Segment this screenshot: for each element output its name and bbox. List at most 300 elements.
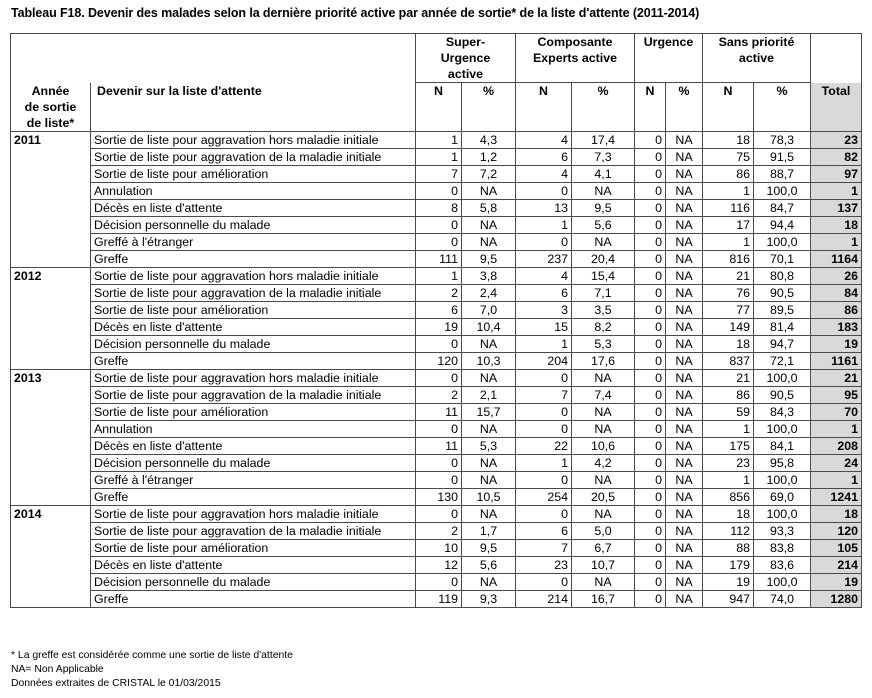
header-blank [11, 34, 416, 83]
percent-cell: NA [666, 590, 703, 607]
table-row [11, 335, 862, 352]
percent-cell: 15,4 [572, 267, 635, 284]
year-cell-empty [11, 590, 91, 607]
percent-cell: NA [666, 199, 703, 216]
count-cell: 0 [635, 182, 666, 199]
total-cell: 18 [811, 216, 862, 233]
percent-cell: 80,8 [754, 267, 811, 284]
year-cell-empty [11, 556, 91, 573]
total-cell: 84 [811, 284, 862, 301]
count-cell: 254 [516, 488, 572, 505]
percent-cell: NA [666, 352, 703, 369]
percent-cell: NA [462, 471, 516, 488]
percent-cell: NA [666, 250, 703, 267]
count-cell: 8 [416, 199, 462, 216]
outcome-label: Greffe [91, 352, 416, 369]
outcome-label: Sortie de liste pour aggravation de la maladie initiale [91, 284, 416, 301]
count-cell: 0 [635, 369, 666, 386]
total-cell: 18 [811, 505, 862, 522]
percent-cell: NA [666, 454, 703, 471]
count-cell: 88 [703, 539, 754, 556]
count-cell: 0 [635, 335, 666, 352]
percent-cell: 10,7 [572, 556, 635, 573]
percent-cell: 90,5 [754, 284, 811, 301]
count-cell: 0 [635, 148, 666, 165]
year-cell-empty [11, 216, 91, 233]
count-cell: 2 [416, 522, 462, 539]
percent-cell: 93,3 [754, 522, 811, 539]
total-cell: 208 [811, 437, 862, 454]
year-cell: 2011 [11, 131, 91, 148]
count-cell: 1 [516, 216, 572, 233]
count-cell: 0 [635, 301, 666, 318]
table-row [11, 556, 862, 573]
count-cell: 1 [703, 420, 754, 437]
percent-cell: 70,1 [754, 250, 811, 267]
count-cell: 0 [635, 573, 666, 590]
count-cell: 13 [516, 199, 572, 216]
count-cell: 0 [635, 488, 666, 505]
table-row [11, 148, 862, 165]
percent-cell: 100,0 [754, 505, 811, 522]
table-row [11, 437, 862, 454]
group-label: Super- Urgence active [440, 35, 491, 81]
count-cell: 11 [416, 437, 462, 454]
count-cell: 0 [516, 369, 572, 386]
table-row [11, 318, 862, 335]
percent-cell: 15,7 [462, 403, 516, 420]
percent-cell: 17,6 [572, 352, 635, 369]
outcome-label: Sortie de liste pour aggravation de la maladie initiale [91, 522, 416, 539]
percent-cell: 89,5 [754, 301, 811, 318]
group-sans-priorite [703, 34, 811, 83]
percent-cell: 84,3 [754, 403, 811, 420]
year-cell-empty [11, 148, 91, 165]
header-blank-total [811, 34, 862, 83]
count-cell: 10 [416, 539, 462, 556]
count-cell: 4 [516, 165, 572, 182]
year-column-header: Année de sortie de liste* [11, 83, 91, 132]
percent-cell: NA [572, 420, 635, 437]
percent-cell: 2,4 [462, 284, 516, 301]
count-cell: 0 [635, 403, 666, 420]
percent-cell: NA [572, 573, 635, 590]
total-cell: 1 [811, 233, 862, 250]
percent-cell: 7,3 [572, 148, 635, 165]
percent-cell: NA [666, 233, 703, 250]
total-cell: 86 [811, 301, 862, 318]
percent-cell: 20,4 [572, 250, 635, 267]
outcome-label: Décision personnelle du malade [91, 216, 416, 233]
table-row [11, 182, 862, 199]
percent-cell: NA [572, 369, 635, 386]
outcome-label: Greffé à l'étranger [91, 233, 416, 250]
percent-cell: 94,7 [754, 335, 811, 352]
outcome-label: Sortie de liste pour aggravation hors maladie initiale [91, 505, 416, 522]
percent-cell: 4,3 [462, 131, 516, 148]
percent-cell: 3,8 [462, 267, 516, 284]
count-cell: 1 [516, 454, 572, 471]
total-cell: 21 [811, 369, 862, 386]
outcome-label: Décision personnelle du malade [91, 335, 416, 352]
table-row [11, 267, 862, 284]
header-group-row [11, 34, 862, 83]
count-cell: 22 [516, 437, 572, 454]
count-cell: 0 [416, 454, 462, 471]
group-experts [516, 34, 635, 83]
count-cell: 0 [516, 182, 572, 199]
table-row [11, 590, 862, 607]
count-cell: 11 [416, 403, 462, 420]
n-header: N [703, 83, 754, 132]
percent-cell: NA [666, 267, 703, 284]
percent-cell: 10,5 [462, 488, 516, 505]
n-header: N [516, 83, 572, 132]
percent-cell: NA [462, 233, 516, 250]
total-cell: 1 [811, 420, 862, 437]
year-cell: 2012 [11, 267, 91, 284]
count-cell: 0 [635, 471, 666, 488]
percent-cell: NA [666, 369, 703, 386]
percent-cell: 100,0 [754, 182, 811, 199]
table-row [11, 250, 862, 267]
count-cell: 6 [516, 284, 572, 301]
count-cell: 0 [416, 505, 462, 522]
percent-cell: 4,2 [572, 454, 635, 471]
percent-cell: 1,2 [462, 148, 516, 165]
total-cell: 24 [811, 454, 862, 471]
group-label: Sans priorité active [718, 35, 795, 65]
total-cell: 23 [811, 131, 862, 148]
count-cell: 0 [635, 284, 666, 301]
count-cell: 18 [703, 131, 754, 148]
outcome-label: Greffé à l'étranger [91, 471, 416, 488]
table-row [11, 386, 862, 403]
n-header: N [635, 83, 666, 132]
n-header: N [416, 83, 462, 132]
count-cell: 0 [635, 454, 666, 471]
percent-cell: 5,3 [572, 335, 635, 352]
count-cell: 0 [635, 267, 666, 284]
percent-cell: 100,0 [754, 369, 811, 386]
outcome-label: Décision personnelle du malade [91, 573, 416, 590]
table-row [11, 131, 862, 148]
count-cell: 7 [516, 386, 572, 403]
count-cell: 7 [416, 165, 462, 182]
percent-cell: 84,7 [754, 199, 811, 216]
outcome-label: Décès en liste d'attente [91, 556, 416, 573]
outcome-label: Greffe [91, 590, 416, 607]
percent-cell: 91,5 [754, 148, 811, 165]
percent-cell: 69,0 [754, 488, 811, 505]
count-cell: 23 [703, 454, 754, 471]
count-cell: 112 [703, 522, 754, 539]
count-cell: 7 [516, 539, 572, 556]
count-cell: 1 [703, 233, 754, 250]
percent-cell: 74,0 [754, 590, 811, 607]
total-cell: 1164 [811, 250, 862, 267]
count-cell: 837 [703, 352, 754, 369]
count-cell: 1 [416, 148, 462, 165]
count-cell: 21 [703, 267, 754, 284]
table-row [11, 522, 862, 539]
percent-cell: NA [462, 335, 516, 352]
count-cell: 0 [635, 522, 666, 539]
total-cell: 214 [811, 556, 862, 573]
footnote: Données extraites de CRISTAL le 01/03/2015 [11, 678, 221, 689]
outcome-label: Sortie de liste pour amélioration [91, 301, 416, 318]
count-cell: 130 [416, 488, 462, 505]
percent-cell: 5,3 [462, 437, 516, 454]
count-cell: 18 [703, 505, 754, 522]
total-cell: 97 [811, 165, 862, 182]
count-cell: 237 [516, 250, 572, 267]
count-cell: 0 [635, 556, 666, 573]
percent-cell: 84,1 [754, 437, 811, 454]
percent-cell: 95,8 [754, 454, 811, 471]
count-cell: 76 [703, 284, 754, 301]
year-cell-empty [11, 199, 91, 216]
count-cell: 947 [703, 590, 754, 607]
count-cell: 2 [416, 284, 462, 301]
percent-cell: 7,2 [462, 165, 516, 182]
footnotes [11, 649, 293, 691]
percent-cell: NA [666, 148, 703, 165]
table-row [11, 369, 862, 386]
percent-cell: 9,5 [462, 539, 516, 556]
count-cell: 1 [416, 131, 462, 148]
percent-cell: NA [572, 471, 635, 488]
count-cell: 0 [635, 437, 666, 454]
count-cell: 21 [703, 369, 754, 386]
count-cell: 214 [516, 590, 572, 607]
year-cell-empty [11, 437, 91, 454]
outcome-label: Sortie de liste pour amélioration [91, 539, 416, 556]
count-cell: 0 [635, 250, 666, 267]
percent-cell: NA [666, 539, 703, 556]
year-cell: 2014 [11, 505, 91, 522]
year-cell-empty [11, 182, 91, 199]
year-cell-empty [11, 165, 91, 182]
total-cell: 120 [811, 522, 862, 539]
percent-cell: 83,8 [754, 539, 811, 556]
percent-cell: 9,5 [462, 250, 516, 267]
count-cell: 111 [416, 250, 462, 267]
percent-cell: 17,4 [572, 131, 635, 148]
outcome-label: Greffe [91, 488, 416, 505]
percent-cell: NA [666, 131, 703, 148]
count-cell: 0 [635, 352, 666, 369]
percent-cell: 10,6 [572, 437, 635, 454]
percent-cell: NA [666, 403, 703, 420]
count-cell: 0 [516, 420, 572, 437]
table-row [11, 505, 862, 522]
total-cell: 1161 [811, 352, 862, 369]
group-label: Urgence [643, 35, 694, 49]
year-cell-empty [11, 318, 91, 335]
table-row [11, 471, 862, 488]
total-cell: 95 [811, 386, 862, 403]
count-cell: 12 [416, 556, 462, 573]
percent-cell: 5,0 [572, 522, 635, 539]
table-row [11, 216, 862, 233]
year-cell-empty [11, 250, 91, 267]
percent-cell: NA [666, 182, 703, 199]
count-cell: 179 [703, 556, 754, 573]
count-cell: 0 [516, 233, 572, 250]
count-cell: 0 [635, 199, 666, 216]
outcome-label: Décès en liste d'attente [91, 199, 416, 216]
percent-cell: 9,5 [572, 199, 635, 216]
count-cell: 3 [516, 301, 572, 318]
count-cell: 856 [703, 488, 754, 505]
count-cell: 0 [635, 216, 666, 233]
count-cell: 116 [703, 199, 754, 216]
year-cell-empty [11, 471, 91, 488]
count-cell: 0 [416, 471, 462, 488]
outcome-label: Sortie de liste pour aggravation hors maladie initiale [91, 369, 416, 386]
percent-cell: NA [666, 437, 703, 454]
table-row [11, 488, 862, 505]
percent-cell: 9,3 [462, 590, 516, 607]
percent-cell: 20,5 [572, 488, 635, 505]
percent-cell: 5,6 [462, 556, 516, 573]
count-cell: 19 [416, 318, 462, 335]
percent-cell: NA [572, 182, 635, 199]
percent-cell: 10,3 [462, 352, 516, 369]
outcome-label: Annulation [91, 420, 416, 437]
table-row [11, 539, 862, 556]
percent-cell: NA [666, 335, 703, 352]
percent-cell: NA [462, 573, 516, 590]
count-cell: 15 [516, 318, 572, 335]
count-cell: 816 [703, 250, 754, 267]
count-cell: 6 [416, 301, 462, 318]
count-cell: 0 [635, 386, 666, 403]
group-super-urgence [416, 34, 516, 83]
count-cell: 0 [635, 420, 666, 437]
pct-header: % [754, 83, 811, 132]
count-cell: 0 [635, 590, 666, 607]
count-cell: 0 [416, 573, 462, 590]
total-cell: 1 [811, 471, 862, 488]
total-cell: 183 [811, 318, 862, 335]
percent-cell: NA [666, 556, 703, 573]
count-cell: 0 [416, 335, 462, 352]
count-cell: 0 [416, 233, 462, 250]
count-cell: 0 [635, 505, 666, 522]
table-row [11, 573, 862, 590]
year-cell-empty [11, 539, 91, 556]
table-row [11, 420, 862, 437]
count-cell: 0 [635, 165, 666, 182]
footnote: * La greffe est considérée comme une sortie de liste d'attente [11, 650, 293, 661]
percent-cell: 1,7 [462, 522, 516, 539]
count-cell: 1 [416, 267, 462, 284]
header-column-row [11, 83, 862, 132]
outcome-label: Décision personnelle du malade [91, 454, 416, 471]
outcome-label: Greffe [91, 250, 416, 267]
percent-cell: 81,4 [754, 318, 811, 335]
year-cell-empty [11, 335, 91, 352]
percent-cell: NA [572, 403, 635, 420]
percent-cell: 83,6 [754, 556, 811, 573]
table-row [11, 165, 862, 182]
percent-cell: NA [666, 318, 703, 335]
total-cell: 1280 [811, 590, 862, 607]
percent-cell: NA [666, 573, 703, 590]
percent-cell: NA [666, 488, 703, 505]
count-cell: 0 [635, 131, 666, 148]
group-urgence [635, 34, 703, 83]
count-cell: 120 [416, 352, 462, 369]
table-row [11, 199, 862, 216]
total-cell: 1 [811, 182, 862, 199]
count-cell: 149 [703, 318, 754, 335]
outcome-label: Sortie de liste pour amélioration [91, 165, 416, 182]
percent-cell: NA [666, 216, 703, 233]
percent-cell: 4,1 [572, 165, 635, 182]
outcome-label: Décès en liste d'attente [91, 437, 416, 454]
count-cell: 86 [703, 386, 754, 403]
count-cell: 0 [635, 539, 666, 556]
year-cell-empty [11, 488, 91, 505]
year-cell-empty [11, 573, 91, 590]
pct-header: % [462, 83, 516, 132]
total-cell: 105 [811, 539, 862, 556]
percent-cell: 10,4 [462, 318, 516, 335]
percent-cell: 100,0 [754, 420, 811, 437]
outcome-column-header: Devenir sur la liste d'attente [91, 83, 416, 132]
year-cell-empty [11, 233, 91, 250]
percent-cell: 78,3 [754, 131, 811, 148]
percent-cell: 7,1 [572, 284, 635, 301]
count-cell: 6 [516, 522, 572, 539]
percent-cell: NA [666, 165, 703, 182]
percent-cell: NA [462, 216, 516, 233]
count-cell: 119 [416, 590, 462, 607]
percent-cell: 5,8 [462, 199, 516, 216]
total-header: Total [811, 83, 862, 132]
year-cell: 2013 [11, 369, 91, 386]
total-cell: 82 [811, 148, 862, 165]
percent-cell: 100,0 [754, 573, 811, 590]
count-cell: 23 [516, 556, 572, 573]
year-cell-empty [11, 301, 91, 318]
percent-cell: 16,7 [572, 590, 635, 607]
outcome-label: Décès en liste d'attente [91, 318, 416, 335]
table-row [11, 233, 862, 250]
count-cell: 0 [516, 505, 572, 522]
count-cell: 175 [703, 437, 754, 454]
outcome-label: Sortie de liste pour aggravation hors maladie initiale [91, 131, 416, 148]
count-cell: 0 [416, 216, 462, 233]
year-cell-empty [11, 454, 91, 471]
percent-cell: NA [666, 301, 703, 318]
count-cell: 204 [516, 352, 572, 369]
percent-cell: 3,5 [572, 301, 635, 318]
percent-cell: NA [666, 284, 703, 301]
year-cell-empty [11, 284, 91, 301]
percent-cell: 8,2 [572, 318, 635, 335]
count-cell: 2 [416, 386, 462, 403]
table-row [11, 454, 862, 471]
count-cell: 1 [703, 471, 754, 488]
group-label: Composante Experts active [532, 35, 618, 65]
outcome-label: Sortie de liste pour aggravation de la maladie initiale [91, 148, 416, 165]
pct-header: % [572, 83, 635, 132]
percent-cell: 88,7 [754, 165, 811, 182]
